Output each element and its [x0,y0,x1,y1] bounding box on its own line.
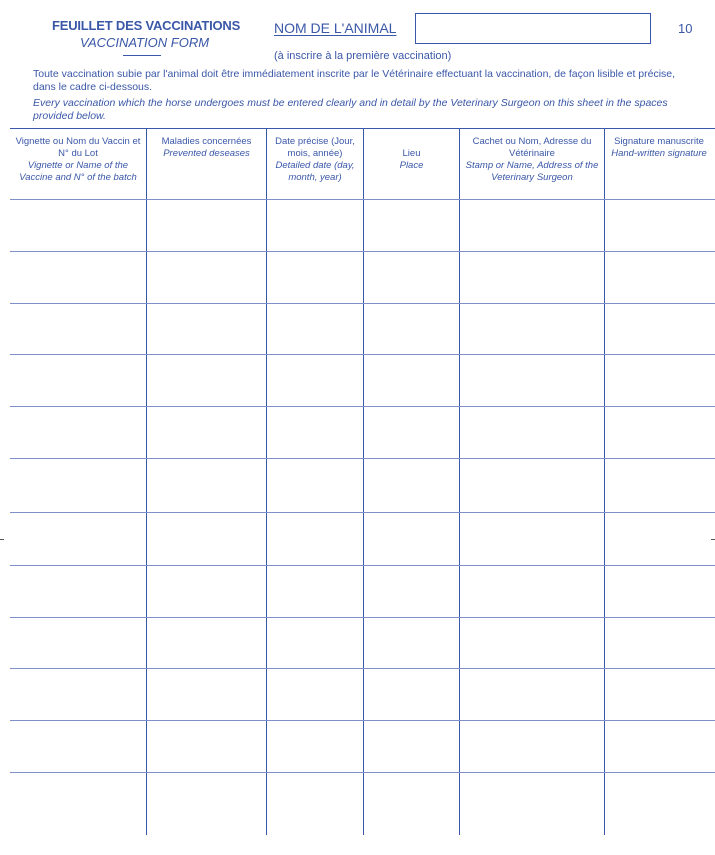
column-header-en: Prevented deseases [163,148,250,159]
title-divider [123,55,161,56]
row-separator [10,668,715,669]
column-header-fr: Vignette ou Nom du Vaccin et N° du Lot [15,136,141,159]
animal-name-note: (à inscrire à la première vaccination) [274,50,452,62]
row-separator [10,406,715,407]
column-divider [604,128,605,835]
fold-mark-right [711,539,715,540]
column-header-fr: Lieu [402,148,421,159]
row-separator [10,772,715,773]
column-header-diseases [147,136,266,188]
column-header-en: Hand-written signature [611,148,707,159]
column-header-en: Place [399,160,424,171]
row-separator [10,512,715,513]
column-header-fr: Date précise (Jour, mois, année) [275,136,355,159]
animal-name-field[interactable] [415,13,651,44]
form-title-en: VACCINATION FORM [80,35,210,50]
column-header-signature [605,136,713,188]
column-header-fr: Signature manuscrite [614,136,704,147]
row-separator [10,617,715,618]
animal-name-label: NOM DE L'ANIMAL [274,20,397,36]
column-divider [266,128,267,835]
row-separator [10,458,715,459]
column-divider [363,128,364,835]
row-separator [10,565,715,566]
row-separator [10,303,715,304]
row-separator [10,199,715,200]
column-divider [146,128,147,835]
row-separator [10,251,715,252]
column-header-veterinarian [460,136,604,188]
fold-mark-left [0,539,4,540]
column-header-date [267,136,363,188]
column-divider [459,128,460,835]
column-header-vaccine [10,136,146,188]
row-separator [10,720,715,721]
instructions-fr: Toute vaccination subie par l'animal doit être immédiatement inscrite par le Vétérinaire effectuant la vaccination, de façon lisible et précise, dans le cadre ci-dessous. [33,68,676,93]
column-header-fr: Cachet ou Nom, Adresse du Vétérinaire [472,136,592,159]
column-header-place [364,148,459,200]
vaccination-table [10,128,715,835]
row-separator [10,354,715,355]
column-header-fr: Maladies concernées [161,136,252,147]
column-header-en: Detailed date (day, month, year) [275,160,355,183]
form-title-fr: FEUILLET DES VACCINATIONS [52,18,241,33]
instructions-en: Every vaccination which the horse undergoes must be entered clearly and in detail by the Veterinary Surgeon on this sheet in the spaces provided below. [33,97,668,122]
column-header-en: Vignette or Name of the Vaccine and N° of the batch [19,160,137,183]
page-number: 10 [678,21,693,36]
column-header-en: Stamp or Name, Address of the Veterinary Surgeon [465,160,599,183]
